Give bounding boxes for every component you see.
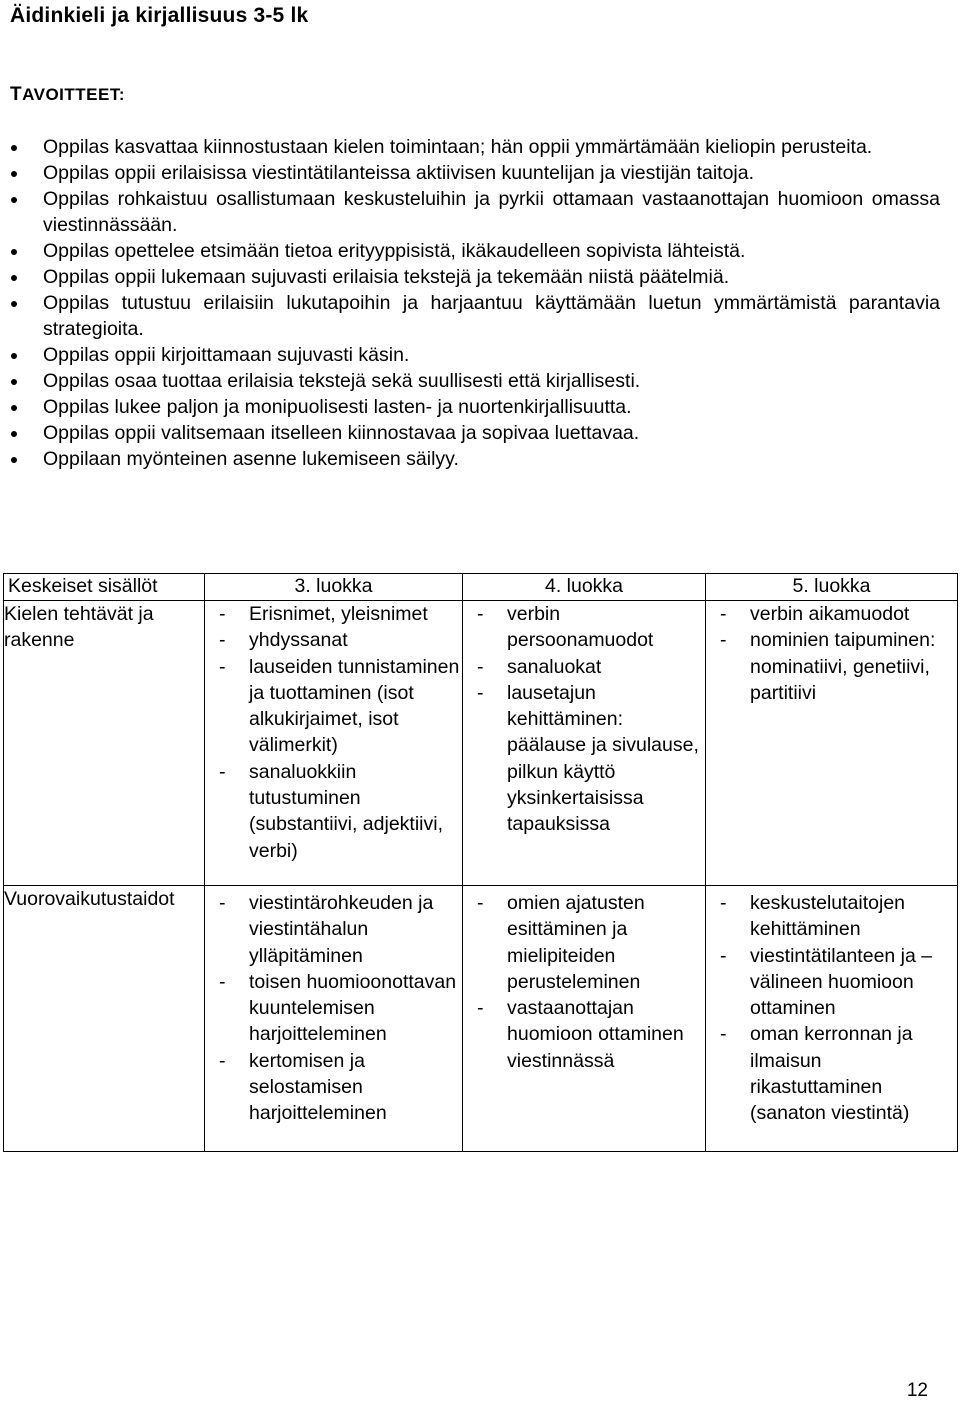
grade-4-cell <box>463 886 706 1152</box>
list-item-text: verbin aikamuodot <box>750 603 910 625</box>
dash-list <box>706 601 957 706</box>
goals-heading-rest: AVOITTEET: <box>22 85 126 104</box>
list-item <box>463 654 705 680</box>
list-item <box>205 627 462 653</box>
list-item <box>463 995 705 1074</box>
bullet-icon <box>11 301 17 307</box>
dash-marker: - <box>219 1049 226 1072</box>
list-item-text: viestintätilanteen ja –välineen huomioon ottaminen <box>750 944 933 1020</box>
goal-text: Oppilas oppii lukemaan sujuvasti erilaisia tekstejä ja tekemään niistä päätelmiä. <box>43 266 730 288</box>
goal-item <box>0 342 940 368</box>
goal-text: Oppilas tutustuu erilaisiin lukutapoihin ja harjaantuu käyttämään luetun ymmärtämistä parantavia strategioita. <box>43 292 940 340</box>
goal-item <box>0 160 940 186</box>
goal-item <box>0 186 940 238</box>
bullet-icon <box>11 197 17 203</box>
list-item <box>463 680 705 838</box>
dash-list <box>463 601 705 838</box>
list-item <box>205 890 462 969</box>
content-table <box>3 573 958 1152</box>
page-number: 12 <box>906 1380 928 1401</box>
bullet-icon <box>11 249 17 255</box>
list-item <box>706 1021 957 1126</box>
list-item-text: omien ajatusten esittäminen ja mielipiteiden perusteleminen <box>507 892 645 993</box>
dash-marker: - <box>219 970 226 993</box>
bullet-icon <box>11 405 17 411</box>
bullet-icon <box>11 379 17 385</box>
list-item <box>205 759 462 864</box>
list-item-text: kertomisen ja selostamisen harjoitteleminen <box>249 1049 387 1125</box>
list-item <box>205 601 462 627</box>
document-title: Äidinkieli ja kirjallisuus 3-5 lk <box>10 4 309 27</box>
goal-text: Oppilas opettelee etsimään tietoa erityyppisistä, ikäkaudelleen sopivista lähteistä. <box>43 240 746 262</box>
list-item <box>706 890 957 943</box>
list-item <box>205 654 462 759</box>
list-item-text: viestintärohkeuden ja viestintähalun ylläpitäminen <box>249 892 434 967</box>
goal-item <box>0 446 940 472</box>
grade-3-cell <box>205 601 463 886</box>
goal-item <box>0 290 940 342</box>
goals-heading-initial: T <box>10 84 23 105</box>
dash-marker: - <box>720 629 727 652</box>
grade-5-cell <box>706 886 958 1152</box>
header-grade-5: 5. luokka <box>706 574 958 601</box>
list-item-text: sanaluokat <box>507 655 602 678</box>
goal-text: Oppilas osaa tuottaa erilaisia tekstejä sekä suullisesti että kirjallisesti. <box>43 370 641 392</box>
header-grade-4: 4. luokka <box>463 574 706 601</box>
bullet-icon <box>11 353 17 359</box>
row-label: Vuorovaikutustaidot <box>4 886 205 1152</box>
list-item <box>706 943 957 1022</box>
goal-item <box>0 264 940 290</box>
goal-text: Oppilas oppii kirjoittamaan sujuvasti käsin. <box>43 344 410 366</box>
list-item-text: nominien taipuminen: nominatiivi, genetiivi, partitiivi <box>750 629 936 704</box>
dash-marker: - <box>720 944 727 967</box>
dash-list <box>706 890 957 1127</box>
dash-marker: - <box>720 603 727 625</box>
row-label: Kielen tehtävät ja rakenne <box>4 601 205 886</box>
list-item <box>706 601 957 627</box>
goals-list <box>0 134 940 472</box>
list-item <box>463 890 705 995</box>
list-item-text: lauseiden tunnistaminen ja tuottaminen (isot alkukirjaimet, isot välimerkit) <box>249 655 460 757</box>
dash-list <box>463 890 705 1074</box>
goal-item <box>0 238 940 264</box>
goals-heading <box>10 84 125 106</box>
table-row <box>4 886 958 1152</box>
grade-4-cell <box>463 601 706 886</box>
bullet-icon <box>11 171 17 177</box>
table-row <box>4 601 958 886</box>
goal-text: Oppilas lukee paljon ja monipuolisesti lasten- ja nuortenkirjallisuutta. <box>43 396 632 418</box>
table-header-row <box>4 574 958 601</box>
bullet-icon <box>11 457 17 463</box>
dash-marker: - <box>720 892 727 914</box>
goal-text: Oppilas oppii valitsemaan itselleen kiinnostavaa ja sopivaa luettavaa. <box>43 422 640 444</box>
dash-marker: - <box>219 629 226 652</box>
header-keskeiset-sisallot: Keskeiset sisällöt <box>4 574 205 601</box>
goal-text: Oppilas oppii erilaisissa viestintätilanteissa aktiivisen kuuntelijan ja viestijän taitoja. <box>43 162 755 184</box>
goal-text: Oppilaan myönteinen asenne lukemiseen säilyy. <box>43 448 459 470</box>
dash-list <box>205 601 462 864</box>
goal-item <box>0 420 940 446</box>
dash-marker: - <box>720 1023 727 1046</box>
list-item <box>463 601 705 654</box>
list-item-text: verbin persoonamuodot <box>507 603 654 652</box>
list-item-text: Erisnimet, yleisnimet <box>249 603 428 625</box>
list-item-text: toisen huomioonottavan kuuntelemisen harjoitteleminen <box>249 970 457 1046</box>
list-item-text: oman kerronnan ja ilmaisun rikastuttaminen (sanaton viestintä) <box>750 1023 913 1125</box>
header-grade-3: 3. luokka <box>205 574 463 601</box>
list-item <box>706 627 957 706</box>
goal-item <box>0 368 940 394</box>
dash-marker: - <box>477 655 484 678</box>
list-item-text: yhdyssanat <box>249 629 348 652</box>
list-item-text: sanaluokkiin tutustuminen (substantiivi, adjektiivi, verbi) <box>249 760 443 862</box>
dash-marker: - <box>219 760 226 783</box>
dash-marker: - <box>219 603 226 625</box>
bullet-icon <box>11 145 17 151</box>
list-item-text: vastaanottajan huomioon ottaminen viestinnässä <box>507 997 684 1072</box>
list-item-text: lausetajun kehittäminen: päälause ja sivulause, pilkun käyttö yksinkertaisissa tapauksissa <box>507 681 699 836</box>
goal-item <box>0 394 940 420</box>
goal-item <box>0 134 940 160</box>
bullet-icon <box>11 275 17 281</box>
dash-marker: - <box>477 603 484 625</box>
list-item <box>205 969 462 1048</box>
bullet-icon <box>11 431 17 437</box>
goal-text: Oppilas rohkaistuu osallistumaan keskusteluihin ja pyrkii ottamaan vastaanottajan huomioon omassa viestinnässään. <box>43 188 940 236</box>
dash-marker: - <box>219 655 226 678</box>
grade-3-cell <box>205 886 463 1152</box>
list-item-text: keskustelutaitojen kehittäminen <box>750 892 906 941</box>
goal-text: Oppilas kasvattaa kiinnostustaan kielen toimintaan; hän oppii ymmärtämään kieliopin perusteita. <box>43 136 873 158</box>
dash-marker: - <box>219 892 226 914</box>
dash-marker: - <box>477 892 484 914</box>
dash-marker: - <box>477 681 484 704</box>
grade-5-cell <box>706 601 958 886</box>
dash-list <box>205 890 462 1127</box>
dash-marker: - <box>477 997 484 1020</box>
list-item <box>205 1048 462 1127</box>
